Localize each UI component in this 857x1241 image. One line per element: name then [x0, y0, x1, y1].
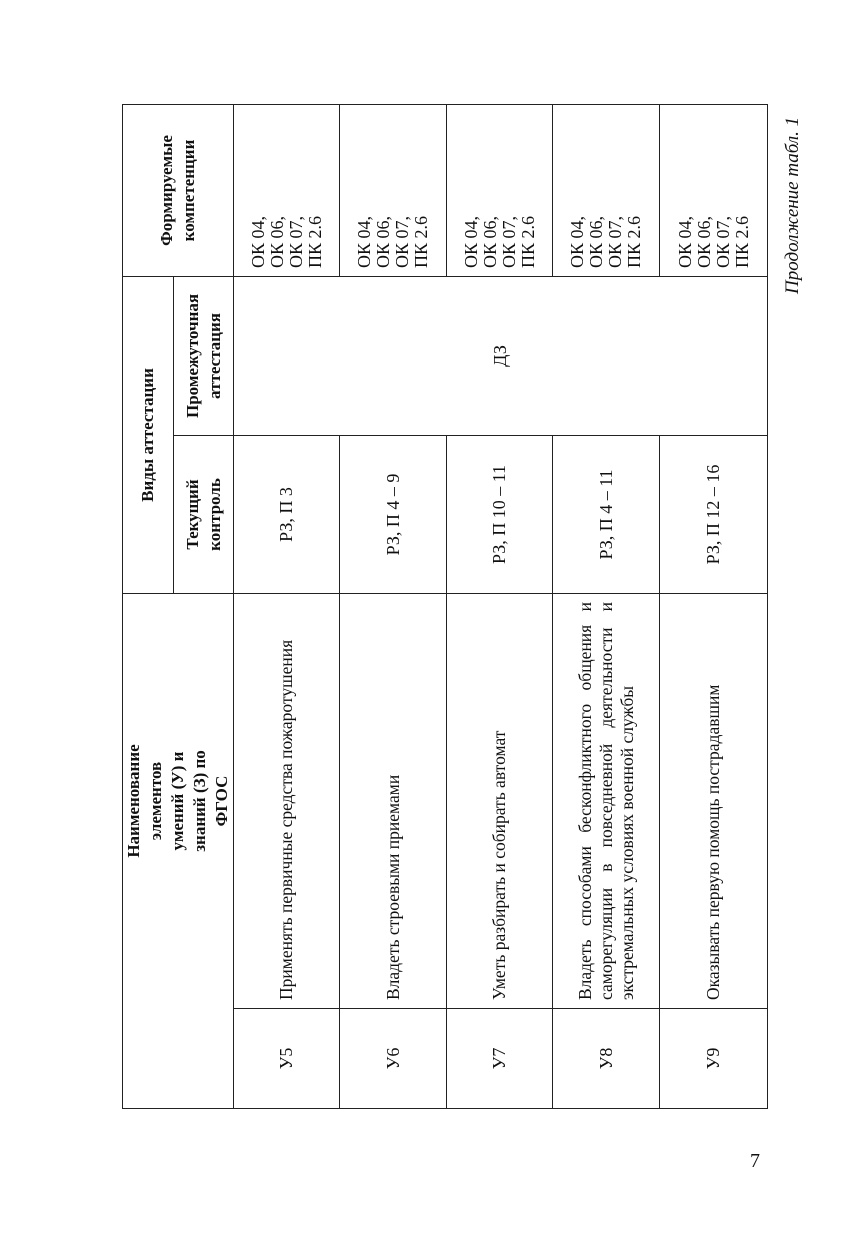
header-competencies: Формируемые компетенции	[123, 104, 234, 276]
intermediate-attestation-value: ДЗ	[234, 276, 768, 435]
table-row	[553, 104, 660, 1108]
table-caption: Продолжение табл. 1	[782, 116, 803, 294]
row-control: РЗ, П 10 – 11	[447, 435, 553, 593]
row-name: Владеть способами бесконфликтного общения и саморегуляции в повседневной деятельности и экстремальных условиях военной службы	[553, 593, 660, 1008]
page-number: 7	[750, 1150, 760, 1172]
row-code: У5	[234, 1009, 340, 1109]
row-competencies: ОК 04, ОК 06, ОК 07, ПК 2.6	[447, 104, 553, 276]
row-name: Оказывать первую помощь пострадавшим	[660, 593, 768, 1008]
row-code: У7	[447, 1009, 553, 1109]
row-competencies: ОК 04, ОК 06, ОК 07, ПК 2.6	[660, 104, 768, 276]
row-name: Уметь разбирать и собирать автомат	[447, 593, 553, 1008]
row-code: У9	[660, 1009, 768, 1109]
header-attestation-types: Виды аттестации	[123, 276, 174, 593]
row-name: Владеть строевыми приемами	[340, 593, 447, 1008]
table-row	[234, 104, 340, 1108]
row-control: РЗ, П 3	[234, 435, 340, 593]
row-code: У8	[553, 1009, 660, 1109]
header-current-control: Текущий контроль	[174, 435, 234, 593]
row-competencies: ОК 04, ОК 06, ОК 07, ПК 2.6	[553, 104, 660, 276]
header-name: Наименование элементов умений (У) и знаний (З) по ФГОС	[123, 593, 234, 1108]
row-competencies: ОК 04, ОК 06, ОК 07, ПК 2.6	[340, 104, 447, 276]
row-competencies: ОК 04, ОК 06, ОК 07, ПК 2.6	[234, 104, 340, 276]
rotated-table-wrapper	[122, 105, 756, 1109]
row-code: У6	[340, 1009, 447, 1109]
table-row	[660, 104, 768, 1108]
row-name: Применять первичные средства пожаротушения	[234, 593, 340, 1008]
row-control: РЗ, П 12 – 16	[660, 435, 768, 593]
attestation-table	[122, 104, 768, 1109]
table-row	[447, 104, 553, 1108]
table-row	[340, 104, 447, 1108]
header-intermediate-attestation: Промежуточная аттестация	[174, 276, 234, 435]
row-control: РЗ, П 4 – 9	[340, 435, 447, 593]
row-control: РЗ, П 4 – 11	[553, 435, 660, 593]
